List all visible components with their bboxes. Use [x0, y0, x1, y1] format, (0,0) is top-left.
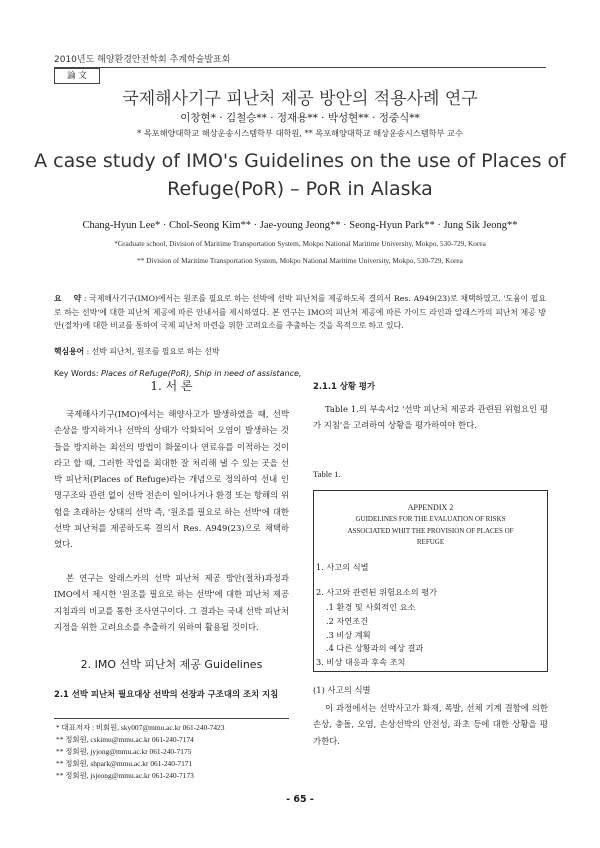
english-title-line2: Refuge(PoR) – PoR in Alaska — [167, 178, 433, 200]
page-number: - 65 - — [286, 794, 314, 805]
keywords-label: 핵심용어 — [54, 347, 85, 356]
appendix-item: .3 비상 계획 — [326, 630, 371, 640]
english-title-line1: A case study of IMO's Guidelines on the use of Places of — [34, 150, 566, 172]
keywords-en-label: Key Words: — [54, 369, 99, 378]
appendix-subtitle-1: GUIDELINES FOR THE EVALUATION OF RISKS — [355, 515, 506, 523]
english-affiliation-1: *Graduate school, Division of Maritime Transportation System, Mokpo National Maritime University, Mokpo, 530-729, Korea — [114, 239, 486, 248]
appendix-item: 1. 사고의 식별 — [316, 562, 369, 572]
table-label: Table 1. — [313, 469, 341, 479]
conference-header: 2010년도 해양환경안전학회 추계학술발표회 — [54, 55, 231, 65]
footnote-2: ** 정회원, cskimu@mmu.ac.kr 061-240-7174 — [56, 735, 194, 744]
abstract-block — [54, 292, 546, 333]
appendix-item: .4 다른 상황과의 예상 결과 — [326, 643, 424, 653]
english-affiliation-2: ** Division of Maritime Transportation System, Mokpo National Maritime University, Mokpo, 530-729, Korea — [137, 256, 463, 265]
footnote-5: ** 정회원, jsjeong@mmu.ac.kr 061-240-7173 — [56, 771, 194, 780]
appendix-title: APPENDIX 2 — [407, 503, 454, 512]
abstract-text: : 국제해사기구(IMO)에서는 원조를 필요로 하는 선박에 선박 피난처를 제공하도록 결의서 Res. A949(23)로 채택하였고, '도움이 필요로 하는 선박'에 대한 피난처 제공에 따른 안내서를 제시하였다. 본 연구는 IMO의 피난처 제공에 따른 가이드 라인과 알래스카의 피난처 제공 방안(절차)에 대한 비교를 통하여 국제 피난처 마련을 위한 고려요소를 추출하는 것을 목적으로 하고 있다. — [54, 294, 546, 330]
footnote-3: ** 정회원, jyjong@mmu.ac.kr 061-240-7175 — [56, 747, 192, 756]
korean-title: 국제해사기구 피난처 제공 방안의 적용사례 연구 — [122, 89, 478, 109]
subsection-2-1-heading: 2.1 선박 피난처 필요대상 선박의 선장과 구조대의 조치 지침 — [54, 689, 279, 699]
korean-affiliation: * 목포해양대학교 해상운송시스템학부 대학원, ** 목포해양대학교 해상운송시스템학부 교수 — [137, 128, 463, 138]
identify-paragraph: 이 과정에서는 선박사고가 화재, 폭발, 선체 기계 결함에 의한 손상, 충돌, 오염, 손상선박의 안전성, 좌초 등에 대한 상황을 평가한다. — [313, 703, 548, 746]
appendix-item: .2 자연조건 — [326, 616, 369, 626]
footnote-4: ** 정회원, shpark@mmu.ac.kr 061-240-7171 — [56, 759, 193, 768]
appendix-subtitle-2: ASSOCIATED WHIT THE PROVISION OF PLACES OF — [347, 527, 514, 535]
footnote-rule — [54, 718, 289, 719]
appendix-table — [313, 490, 548, 672]
keywords-en-text: Places of Refuge(PoR), Ship in need of assistance, — [101, 369, 302, 378]
intro-paragraph-1: 국제해사기구(IMO)에서는 해양사고가 발생하였을 때, 선박 손상을 방지하거나 선박의 상태가 악화되어 오염이 발생하는 것들을 방지하는 최선의 방법이 화물이나 연료유를 이적하는 것이라고 할 때, 그러한 작업을 최대한 잘 처리해 낼 수 있는 곳을 선박 피난처(Places of Refuge)라는 개념으로 정의하여 선내 인명구조와 관련 없이 선박 전손이 일어나거나 환경 또는 항해의 위험을 초래하는 상태의 선박 즉, '원조를 필요로 하는 선박'에 대한 선박 피난처를 제공하도록 결의서 Res. A949(23)으로 채택하였다. — [54, 409, 289, 550]
keywords-block — [54, 346, 220, 357]
category-badge: 論 文 — [54, 68, 100, 84]
section2-heading: 2. IMO 선박 피난처 제공 Guidelines — [80, 658, 263, 671]
header-rule — [54, 67, 546, 68]
section1-heading: 1. 서 론 — [150, 379, 193, 393]
appendix-item: 2. 사고와 관련된 위험요소의 평가 — [316, 587, 438, 597]
identify-subheading: (1) 사고의 식별 — [313, 685, 371, 695]
abstract-label: 요 약 — [54, 294, 82, 303]
situation-paragraph: Table 1.의 부속서2 '선박 피난처 제공과 관련된 위험요인 평가 지침'을 고려하여 상황을 평가하여야 한다. — [313, 404, 548, 431]
subsection-2-1-1-heading: 2.1.1 상황 평가 — [313, 381, 376, 391]
appendix-item: 3. 비상 대응과 후속 조치 — [316, 657, 406, 667]
english-authors: Chang-Hyun Lee* · Chol-Seong Kim** · Jae-young Jeong** · Seong-Hyun Park** · Jung Sik Jeong** — [82, 220, 518, 231]
footnote-1: * 대표저자 : 비회원, sky007@mmu.ac.kr 061-240-7423 — [56, 723, 225, 732]
appendix-subtitle-3: REFUGE — [416, 538, 445, 546]
korean-authors: 이창현* · 김철승** · 정재용** · 박성현** · 정중식** — [180, 112, 420, 124]
keywords-text: : 선박 피난처, 원조를 필요로 하는 선박 — [86, 347, 220, 356]
intro-paragraph-2: 본 연구는 알래스카의 선박 피난처 제공 방안(절차)과정과 IMO에서 제시한 '원조를 필요로 하는 선박'에 대한 피난처 제공 지침과의 비교를 통한 조사연구이다. 그 결과는 국내 선박 피난처 지정을 위한 고려요소를 추출하기 위하여 활용될 것이다. — [54, 573, 289, 632]
appendix-item: .1 환경 및 사회적인 요소 — [326, 602, 416, 612]
